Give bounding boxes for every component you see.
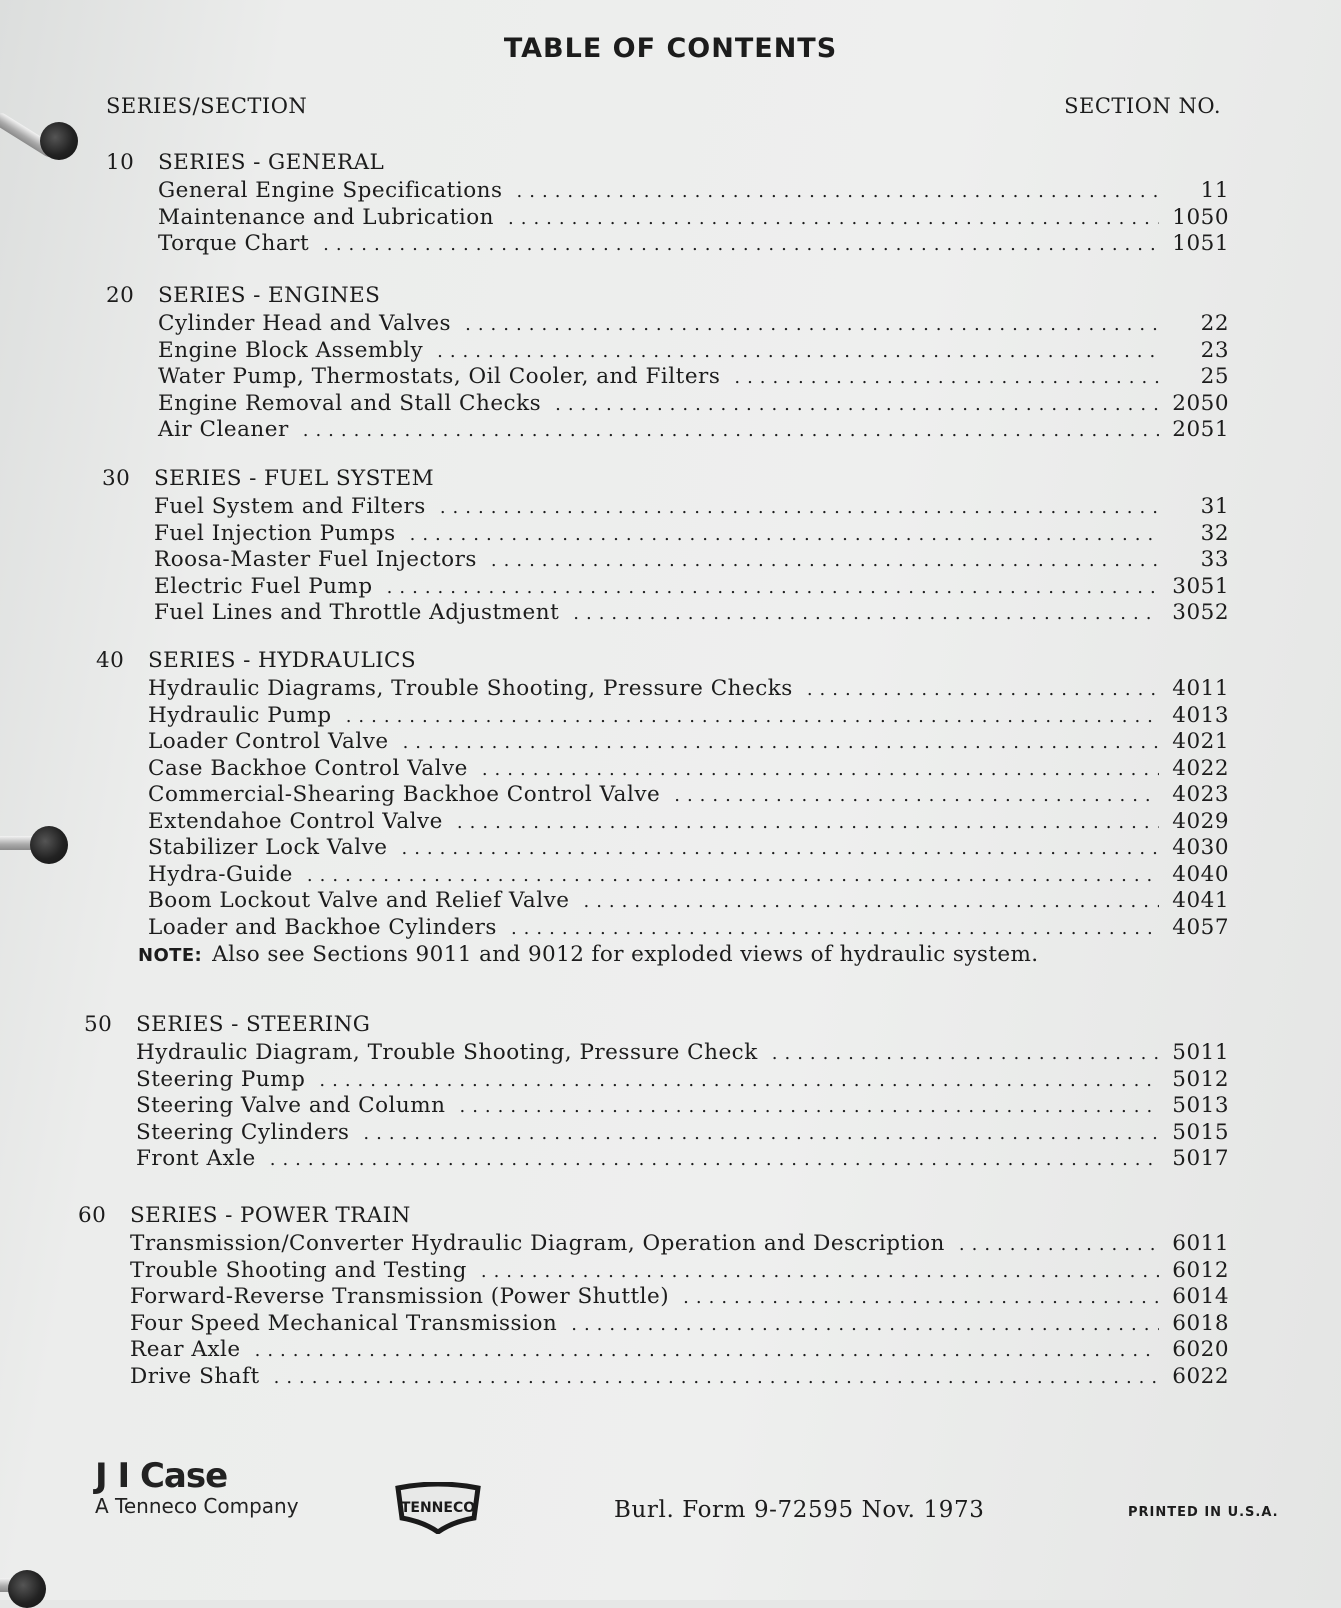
entry-title: Electric Fuel Pump xyxy=(154,573,373,599)
dot-leader xyxy=(555,394,1159,415)
entry-section-number: 5013 xyxy=(1172,1093,1229,1118)
entry-title: Engine Removal and Stall Checks xyxy=(158,390,542,416)
entry-title: Front Axle xyxy=(136,1146,256,1171)
entry-section-number: 5012 xyxy=(1172,1066,1229,1092)
dot-leader xyxy=(959,1234,1159,1255)
toc-entry[interactable] xyxy=(84,1067,1229,1094)
series-number: 10 xyxy=(106,150,135,175)
page-title: TABLE OF CONTENTS xyxy=(503,33,838,64)
toc-entry[interactable] xyxy=(106,391,1229,418)
note-text: Also see Sections 9011 and 9012 for exploded views of hydraulic system. xyxy=(212,942,1039,967)
series-name: SERIES - STEERING xyxy=(136,1012,371,1037)
entry-section-number: 4040 xyxy=(1172,861,1229,887)
series-heading xyxy=(102,466,1229,494)
dot-leader xyxy=(410,524,1159,545)
entry-title: Fuel Injection Pumps xyxy=(154,520,396,546)
series-number: 30 xyxy=(102,466,131,491)
entry-title: Transmission/Converter Hydraulic Diagram, Operation and Description xyxy=(130,1231,945,1256)
entry-section-number: 5015 xyxy=(1172,1119,1229,1145)
toc-entry[interactable] xyxy=(106,231,1229,258)
dot-leader xyxy=(437,341,1159,362)
tenneco-logo-text: TENNECO xyxy=(400,1500,476,1516)
printed-in-usa: PRINTED IN U.S.A. xyxy=(1128,1505,1279,1520)
form-number: Burl. Form 9-72595 Nov. 1973 xyxy=(614,1497,985,1523)
toc-entry[interactable] xyxy=(96,835,1229,862)
entry-title: Torque Chart xyxy=(158,231,310,256)
dot-leader xyxy=(511,918,1159,939)
entry-section-number: 6014 xyxy=(1172,1284,1229,1309)
toc-entry[interactable] xyxy=(102,600,1229,627)
entry-title: General Engine Specifications xyxy=(158,178,503,203)
toc-entry[interactable] xyxy=(102,547,1229,574)
dot-leader xyxy=(274,1367,1159,1388)
toc-entry[interactable] xyxy=(96,756,1229,783)
toc-entry[interactable] xyxy=(78,1231,1229,1258)
entry-section-number: 4057 xyxy=(1172,914,1229,940)
dot-leader xyxy=(573,603,1159,624)
series-heading xyxy=(106,283,1229,311)
entry-section-number: 3052 xyxy=(1172,600,1229,625)
series-name: SERIES - POWER TRAIN xyxy=(130,1203,411,1228)
column-header-section-no: SECTION NO. xyxy=(1064,94,1221,118)
series-name: SERIES - HYDRAULICS xyxy=(148,648,417,673)
entry-title: Air Cleaner xyxy=(158,417,289,442)
dot-leader xyxy=(303,420,1159,441)
dot-leader xyxy=(683,1287,1159,1308)
binder-hole-top xyxy=(40,122,78,160)
series-20-block xyxy=(106,283,1229,444)
note-line xyxy=(138,942,1039,967)
toc-entry[interactable] xyxy=(78,1284,1229,1311)
entry-section-number: 31 xyxy=(1200,494,1229,519)
dot-leader xyxy=(387,577,1159,598)
series-heading xyxy=(84,1012,1229,1040)
series-name: SERIES - GENERAL xyxy=(158,150,385,175)
dot-leader xyxy=(465,314,1159,335)
entry-section-number: 4030 xyxy=(1172,835,1229,860)
series-40-block xyxy=(96,648,1229,941)
entry-section-number: 32 xyxy=(1200,520,1229,546)
entry-title: Water Pump, Thermostats, Oil Cooler, and Filters xyxy=(158,364,721,389)
toc-entry[interactable] xyxy=(96,782,1229,809)
toc-entry[interactable] xyxy=(106,311,1229,338)
toc-entry[interactable] xyxy=(102,574,1229,601)
series-heading xyxy=(78,1203,1229,1231)
toc-entry[interactable] xyxy=(96,703,1229,730)
entry-title: Drive Shaft xyxy=(130,1363,260,1389)
dot-leader xyxy=(571,1314,1159,1335)
toc-entry[interactable] xyxy=(84,1040,1229,1067)
column-header-series: SERIES/SECTION xyxy=(106,94,308,118)
dot-leader xyxy=(459,1096,1159,1117)
entry-section-number: 25 xyxy=(1200,364,1229,389)
entry-title: Four Speed Mechanical Transmission xyxy=(130,1310,558,1336)
entry-title: Commercial-Shearing Backhoe Control Valve xyxy=(148,782,661,807)
entry-section-number: 6012 xyxy=(1172,1257,1229,1283)
dot-leader xyxy=(270,1149,1159,1170)
entry-title: Loader Control Valve xyxy=(148,729,389,754)
toc-entry[interactable] xyxy=(96,809,1229,836)
entry-title: Stabilizer Lock Valve xyxy=(148,835,388,860)
entry-title: Extendahoe Control Valve xyxy=(148,808,443,834)
tenneco-logo-icon xyxy=(392,1482,484,1534)
toc-entry[interactable] xyxy=(84,1120,1229,1147)
entry-title: Steering Cylinders xyxy=(136,1119,350,1145)
dot-leader xyxy=(363,1123,1159,1144)
dot-leader xyxy=(481,1261,1159,1282)
series-name: SERIES - FUEL SYSTEM xyxy=(154,466,435,491)
entry-title: Hydraulic Pump xyxy=(148,702,332,728)
note-label: NOTE: xyxy=(138,945,203,966)
entry-section-number: 6020 xyxy=(1172,1337,1229,1362)
dot-leader xyxy=(583,891,1159,912)
entry-section-number: 5017 xyxy=(1172,1146,1229,1171)
entry-title: Hydraulic Diagrams, Trouble Shooting, Pressure Checks xyxy=(148,676,793,701)
dot-leader xyxy=(508,208,1159,229)
dot-leader xyxy=(457,812,1159,833)
toc-entry[interactable] xyxy=(78,1311,1229,1338)
entry-title: Forward-Reverse Transmission (Power Shuttle) xyxy=(130,1284,670,1309)
entry-section-number: 4013 xyxy=(1172,702,1229,728)
toc-entry[interactable] xyxy=(106,178,1229,205)
dot-leader xyxy=(482,759,1159,780)
entry-title: Steering Valve and Column xyxy=(136,1093,446,1118)
dot-leader xyxy=(307,865,1159,886)
entry-section-number: 1050 xyxy=(1172,204,1229,230)
dot-leader xyxy=(734,367,1159,388)
series-number: 50 xyxy=(84,1012,113,1037)
toc-entry[interactable] xyxy=(102,494,1229,521)
entry-section-number: 23 xyxy=(1200,337,1229,363)
entry-section-number: 6011 xyxy=(1172,1231,1229,1256)
ji-case-subtitle: A Tenneco Company xyxy=(95,1494,299,1518)
dot-leader xyxy=(319,1070,1159,1091)
entry-title: Rear Axle xyxy=(130,1337,241,1362)
series-number: 60 xyxy=(78,1203,107,1228)
series-60-block xyxy=(78,1203,1229,1390)
dot-leader xyxy=(323,234,1159,255)
entry-title: Hydra-Guide xyxy=(148,861,293,887)
series-name: SERIES - ENGINES xyxy=(158,283,381,308)
dot-leader xyxy=(401,838,1159,859)
entry-section-number: 4011 xyxy=(1172,676,1229,701)
entry-title: Engine Block Assembly xyxy=(158,337,424,363)
toc-entry[interactable] xyxy=(78,1258,1229,1285)
toc-entry[interactable] xyxy=(96,676,1229,703)
toc-entry[interactable] xyxy=(96,729,1229,756)
series-30-block xyxy=(102,466,1229,627)
ji-case-logo xyxy=(95,1458,299,1518)
dot-leader xyxy=(440,497,1159,518)
entry-title: Hydraulic Diagram, Trouble Shooting, Pressure Check xyxy=(136,1040,758,1065)
dot-leader xyxy=(807,679,1159,700)
entry-title: Roosa-Master Fuel Injectors xyxy=(154,547,477,572)
entry-section-number: 22 xyxy=(1200,311,1229,336)
entry-title: Case Backhoe Control Valve xyxy=(148,755,468,781)
dot-leader xyxy=(255,1340,1159,1361)
series-heading xyxy=(96,648,1229,676)
entry-section-number: 33 xyxy=(1200,547,1229,572)
binder-hole-bottom xyxy=(8,1570,46,1608)
entry-section-number: 6018 xyxy=(1172,1310,1229,1336)
entry-section-number: 4022 xyxy=(1172,755,1229,781)
entry-title: Cylinder Head and Valves xyxy=(158,311,452,336)
dot-leader xyxy=(772,1043,1159,1064)
dot-leader xyxy=(491,550,1159,571)
entry-section-number: 2051 xyxy=(1172,417,1229,442)
entry-title: Steering Pump xyxy=(136,1066,306,1092)
toc-entry[interactable] xyxy=(84,1146,1229,1173)
entry-section-number: 4021 xyxy=(1172,729,1229,754)
series-50-block xyxy=(84,1012,1229,1173)
toc-entry[interactable] xyxy=(84,1093,1229,1120)
toc-entry[interactable] xyxy=(102,521,1229,548)
entry-section-number: 4023 xyxy=(1172,782,1229,807)
entry-section-number: 4029 xyxy=(1172,808,1229,834)
series-number: 40 xyxy=(96,648,125,673)
toc-entry[interactable] xyxy=(106,205,1229,232)
toc-entry[interactable] xyxy=(106,364,1229,391)
dot-leader xyxy=(674,785,1159,806)
entry-title: Trouble Shooting and Testing xyxy=(130,1257,467,1283)
series-number: 20 xyxy=(106,283,135,308)
dot-leader xyxy=(517,181,1159,202)
binder-hole-middle xyxy=(30,826,68,864)
series-10-block xyxy=(106,150,1229,258)
dot-leader xyxy=(346,706,1159,727)
toc-entry[interactable] xyxy=(96,888,1229,915)
entry-section-number: 5011 xyxy=(1172,1040,1229,1065)
toc-entry[interactable] xyxy=(96,862,1229,889)
entry-section-number: 6022 xyxy=(1172,1363,1229,1389)
entry-title: Maintenance and Lubrication xyxy=(158,204,494,230)
entry-section-number: 11 xyxy=(1200,178,1229,203)
toc-entry[interactable] xyxy=(96,915,1229,942)
series-heading xyxy=(106,150,1229,178)
entry-title: Fuel Lines and Throttle Adjustment xyxy=(154,600,560,625)
toc-entry[interactable] xyxy=(78,1364,1229,1391)
dot-leader xyxy=(403,732,1159,753)
entry-section-number: 3051 xyxy=(1172,573,1229,599)
toc-entry[interactable] xyxy=(78,1337,1229,1364)
toc-entry[interactable] xyxy=(106,417,1229,444)
entry-section-number: 4041 xyxy=(1172,888,1229,913)
entry-section-number: 1051 xyxy=(1172,231,1229,256)
entry-title: Boom Lockout Valve and Relief Valve xyxy=(148,888,570,913)
entry-title: Fuel System and Filters xyxy=(154,494,426,519)
entry-section-number: 2050 xyxy=(1172,390,1229,416)
ji-case-brand: J I Case xyxy=(95,1456,228,1496)
entry-title: Loader and Backhoe Cylinders xyxy=(148,914,497,940)
toc-entry[interactable] xyxy=(106,338,1229,365)
